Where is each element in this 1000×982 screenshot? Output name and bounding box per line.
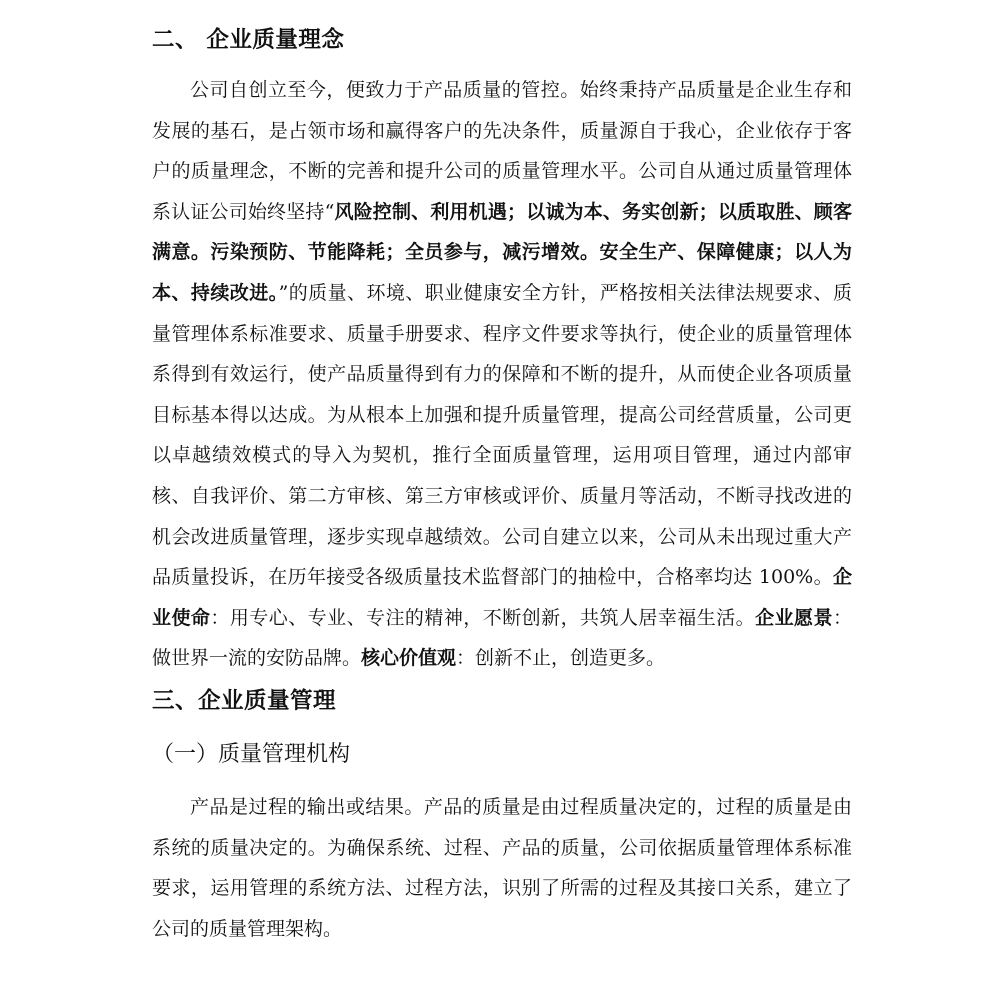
section-two-heading: 二、 企业质量理念 — [152, 27, 345, 53]
quality-policy-followup-text: ”的质量、环境、职业健康安全方针，严格按相关法律法规要求、质量管理体系标准要求、质量手册要求、程序文件要求等执行，使企业的质量管理体系得到有效运行，使产品质量得到有力的保障和不断的提升，从而使企业各项质量目标基本得以达成。为从根本上加强和提升质量管理，提高公司经营质量，公司更以卓越绩效模式的导入为契机，推行全面质量管理，运用项目管理，通过内部审核、自我评价、第二方审核、第三方审核或评价、质量月等活动，不断寻找改进的机会改进质量管理，逐步实现卓越绩效。公司自建立以来，公司从未出现过重大产品质量投诉，在历年接受各级质量技术监督部门的抽检中，合格率均达 100%。 — [152, 281, 852, 589]
vision-text: ：做世界一流的安防品牌。 — [152, 606, 852, 670]
quality-philosophy-lead-text: 公司自创立至今，便致力于产品质量的管控。始终秉持产品质量是企业生存和发展的基石，是占领市场和赢得客户的先决条件，质量源自于我心，企业依存于客户的质量理念，不断的完善和提升公司的质量管理水平。公司自从通过质量管理体系认证公司始终坚持“ — [152, 79, 852, 223]
section-three-heading: 三、企业质量管理 — [152, 687, 337, 714]
document-page — [152, 22, 852, 949]
mission-text: ：用专心、专业、专注的精神，不断创新，共筑人居幸福生活。 — [210, 606, 756, 629]
subsection-one-heading: （一）质量管理机构 — [152, 741, 351, 767]
quality-organization-paragraph: 产品是过程的输出或结果。产品的质量是由过程质量决定的，过程的质量是由系统的质量决定的。为确保系统、过程、产品的质量，公司依据质量管理体系标准要求，运用管理的系统方法、过程方法，识别了所需的过程及其接口关系，建立了公司的质量管理架构。 — [152, 795, 852, 940]
mission-label: 企业使命 — [152, 566, 852, 629]
vision-label: 企业愿景 — [755, 606, 833, 629]
core-values-label: 核心价值观 — [361, 647, 457, 670]
quality-philosophy-paragraph — [152, 70, 852, 679]
core-values-text: ：创新不止，创造更多。 — [456, 647, 666, 670]
quality-policy-bold-text: 风险控制、利用机遇；以诚为本、务实创新；以质取胜、顾客满意。污染预防、节能降耗；全员参与，减污增效。安全生产、保障健康；以人为本、持续改进。 — [152, 200, 852, 304]
